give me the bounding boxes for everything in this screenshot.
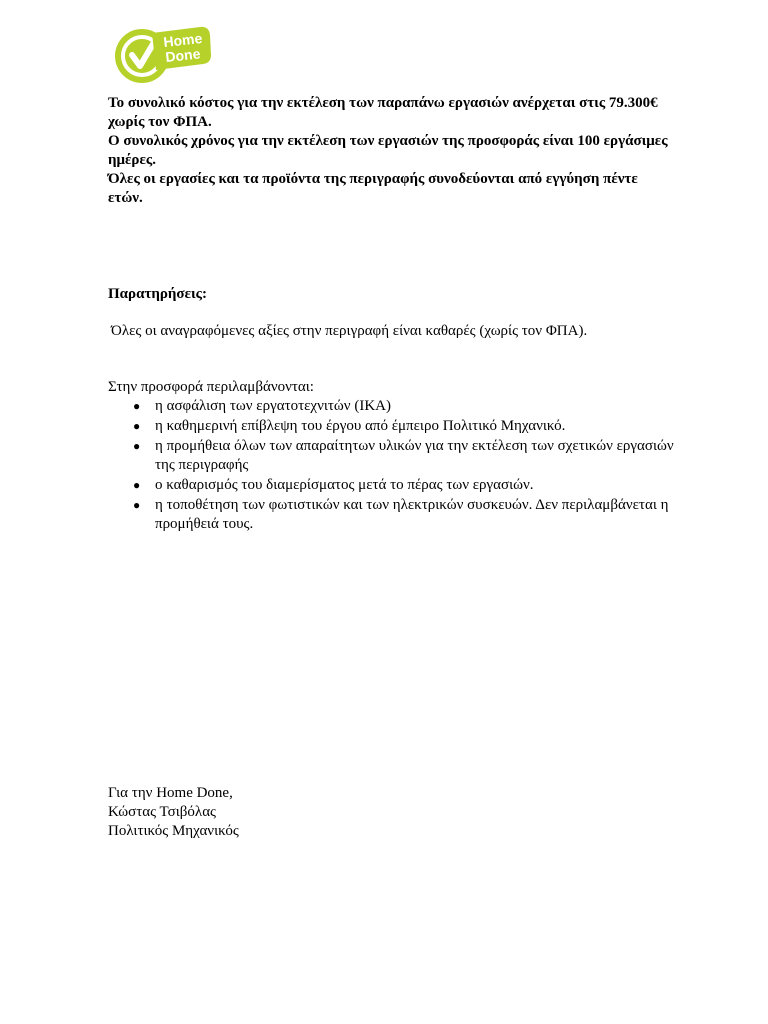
list-item: ● η καθημερινή επίβλεψη του έργου από έμπειρο Πολιτικό Μηχανικό. [133, 418, 566, 434]
remarks-heading: Παρατηρήσεις: [108, 286, 207, 302]
bullet-icon: ● [133, 399, 141, 413]
signature-role: Πολιτικός Μηχανικός [108, 823, 239, 839]
bullet-icon: ● [133, 419, 141, 433]
bullet-icon: ● [133, 478, 141, 492]
logo-text-line1: Home [162, 30, 204, 50]
logo-text-line2: Done [164, 45, 202, 65]
signature-company: Για την Home Done, [108, 785, 233, 801]
signature-name: Κώστας Τσιβόλας [108, 804, 216, 820]
list-item: ● η ασφάλιση των εργατοτεχνιτών (ΙΚΑ) [133, 398, 391, 414]
list-item: ● ο καθαρισμός του διαμερίσματος μετά το πέρας των εργασιών. [133, 477, 534, 493]
total-time-text: Ο συνολικός χρόνος για την εκτέλεση των εργασιών της προσφοράς είναι 100 εργάσιμες ημέρες. [108, 133, 668, 168]
includes-list [108, 397, 678, 535]
list-item: ● η προμήθεια όλων των απαραίτητων υλικών για την εκτέλεση των σχετικών εργασιών της περιγραφής [133, 438, 674, 473]
home-done-logo [112, 25, 212, 85]
bullet-icon: ● [133, 439, 141, 453]
total-cost-text: Το συνολικό κόστος για την εκτέλεση των παραπάνω εργασιών ανέρχεται στις 79.300€ χωρίς τον ΦΠΑ. [108, 95, 658, 130]
warranty-text: Όλες οι εργασίες και τα προϊόντα της περιγραφής συνοδεύονται από εγγύηση πέντε ετών. [108, 171, 638, 206]
includes-heading: Στην προσφορά περιλαμβάνονται: [108, 379, 314, 395]
intro-block [108, 94, 668, 208]
bullet-icon: ● [133, 498, 141, 512]
list-item: ● η τοποθέτηση των φωτιστικών και των ηλεκτρικών συσκευών. Δεν περιλαμβάνεται η προμήθειά τους. [133, 497, 669, 532]
signature-block [108, 784, 668, 841]
remarks-text: Όλες οι αναγραφόμενες αξίες στην περιγραφή είναι καθαρές (χωρίς τον ΦΠΑ). [111, 323, 588, 339]
